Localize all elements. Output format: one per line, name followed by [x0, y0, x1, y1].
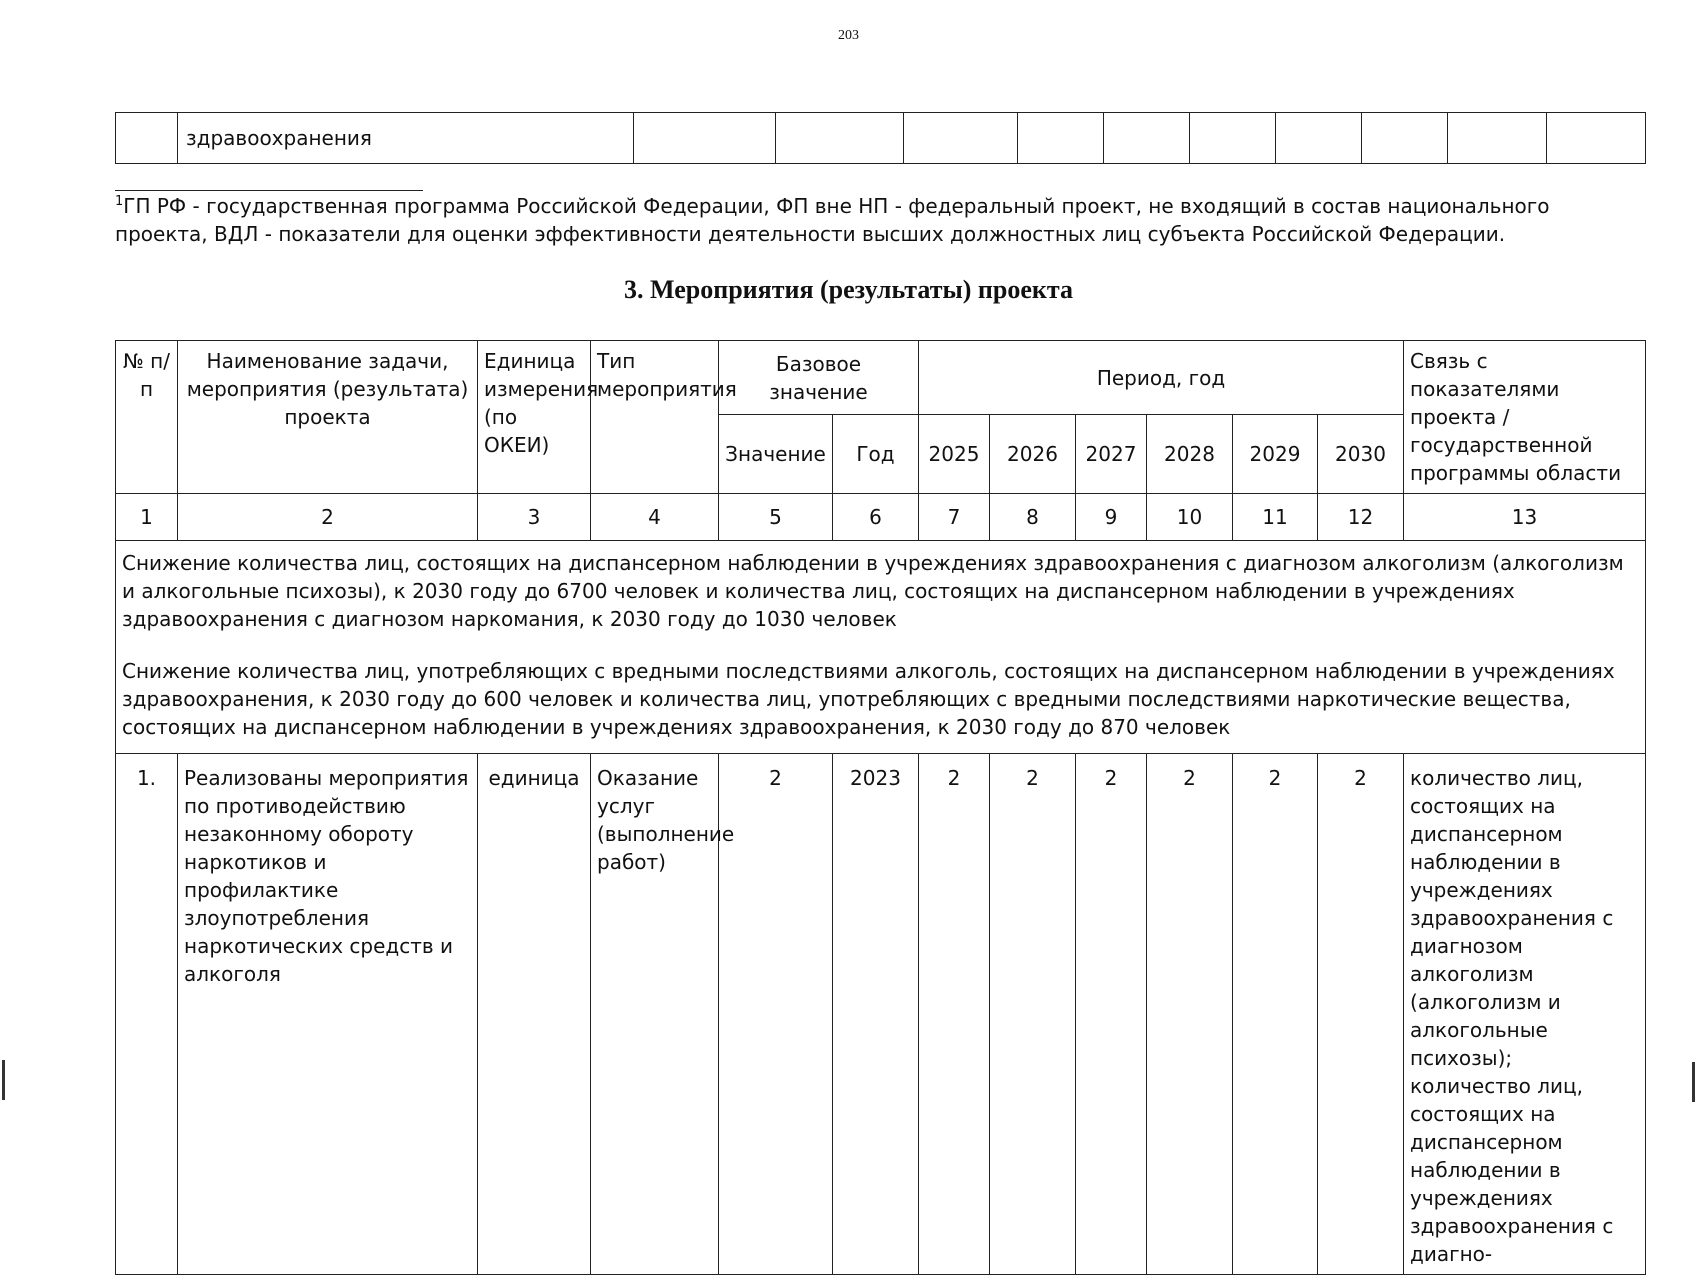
row-num: 1. — [116, 754, 178, 1275]
header-type: Тип мероприятия — [591, 341, 719, 494]
footnote — [115, 192, 1645, 248]
header-year: 2026 — [990, 415, 1076, 494]
goal-row — [116, 541, 1646, 754]
header-year: 2030 — [1318, 415, 1404, 494]
continued-table — [115, 112, 1646, 164]
scan-edge-mark — [2, 1060, 5, 1100]
column-number: 9 — [1076, 494, 1147, 541]
table-row — [116, 113, 1646, 164]
header-unit: Единица измерения (по ОКЕИ) — [478, 341, 591, 494]
row-link: количество лиц, состоящих на диспансерном наблюдении в учреждениях здравоохранения с диагнозом алкоголизм (алкоголизм и алкогольные психозы); количество лиц, состоящих на диспансерном наблюдении в учреждениях здравоохранения с диагно- — [1404, 754, 1646, 1275]
row-value-2026: 2 — [990, 754, 1076, 1275]
row-unit: единица — [478, 754, 591, 1275]
header-period: Период, год — [919, 341, 1404, 415]
row-base-year: 2023 — [833, 754, 919, 1275]
row-value-2027: 2 — [1076, 754, 1147, 1275]
row-value-2028: 2 — [1147, 754, 1233, 1275]
column-number: 13 — [1404, 494, 1646, 541]
column-number-row — [116, 494, 1646, 541]
header-year: 2028 — [1147, 415, 1233, 494]
header-base-year: Год — [833, 415, 919, 494]
column-number: 6 — [833, 494, 919, 541]
column-number: 2 — [178, 494, 478, 541]
row-type: Оказание услуг (выполнение работ) — [591, 754, 719, 1275]
table-row — [116, 754, 1646, 1275]
header-year: 2027 — [1076, 415, 1147, 494]
header-link: Связь с показателями проекта / государственной программы области — [1404, 341, 1646, 494]
header-base: Базовое значение — [719, 341, 919, 415]
footnote-text: ГП РФ - государственная программа Российской Федерации, ФП вне НП - федеральный проект, не входящий в состав национального проекта, ВДЛ - показатели для оценки эффективности деятельности высших должностных лиц субъекта Российской Федерации. — [115, 194, 1550, 246]
table-cell: здравоохранения — [178, 113, 634, 164]
header-year: 2029 — [1233, 415, 1318, 494]
measures-table — [115, 340, 1646, 1275]
header-base-value: Значение — [719, 415, 833, 494]
header-row — [116, 341, 1646, 415]
column-number: 1 — [116, 494, 178, 541]
column-number: 10 — [1147, 494, 1233, 541]
header-year: 2025 — [919, 415, 990, 494]
column-number: 11 — [1233, 494, 1318, 541]
goal-paragraph: Снижение количества лиц, состоящих на диспансерном наблюдении в учреждениях здравоохранения с диагнозом алкоголизм (алкоголизм и алкогольные психозы), к 2030 году до 6700 человек и количества лиц, состоящих на диспансерном наблюдении в учреждениях здравоохранения с диагнозом наркомания, к 2030 году до 1030 человек — [122, 551, 1624, 631]
footnote-marker: 1 — [115, 194, 124, 209]
footnote-divider — [115, 190, 423, 191]
row-value-2029: 2 — [1233, 754, 1318, 1275]
column-number: 3 — [478, 494, 591, 541]
header-name: Наименование задачи, мероприятия (результата) проекта — [178, 341, 478, 494]
goal-cell — [116, 541, 1646, 754]
column-number: 7 — [919, 494, 990, 541]
goal-paragraph: Снижение количества лиц, употребляющих с вредными последствиями алкоголь, состоящих на диспансерном наблюдении в учреждениях здравоохранения, к 2030 году до 600 человек и количества лиц, употребляющих с вредными последствиями наркотические вещества, состоящих на диспансерном наблюдении в учреждениях здравоохранения, к 2030 году до 870 человек — [122, 659, 1615, 739]
column-number: 4 — [591, 494, 719, 541]
header-num: № п/п — [116, 341, 178, 494]
scan-edge-mark — [1692, 1062, 1695, 1102]
column-number: 5 — [719, 494, 833, 541]
column-number: 8 — [990, 494, 1076, 541]
row-value-2025: 2 — [919, 754, 990, 1275]
row-value-2030: 2 — [1318, 754, 1404, 1275]
row-base-value: 2 — [719, 754, 833, 1275]
page-number: 203 — [838, 28, 859, 43]
row-name: Реализованы мероприятия по противодействию незаконному обороту наркотиков и профилактике злоупотребления наркотических средств и алкоголя — [178, 754, 478, 1275]
column-number: 12 — [1318, 494, 1404, 541]
section-title: 3. Мероприятия (результаты) проекта — [624, 275, 1073, 304]
